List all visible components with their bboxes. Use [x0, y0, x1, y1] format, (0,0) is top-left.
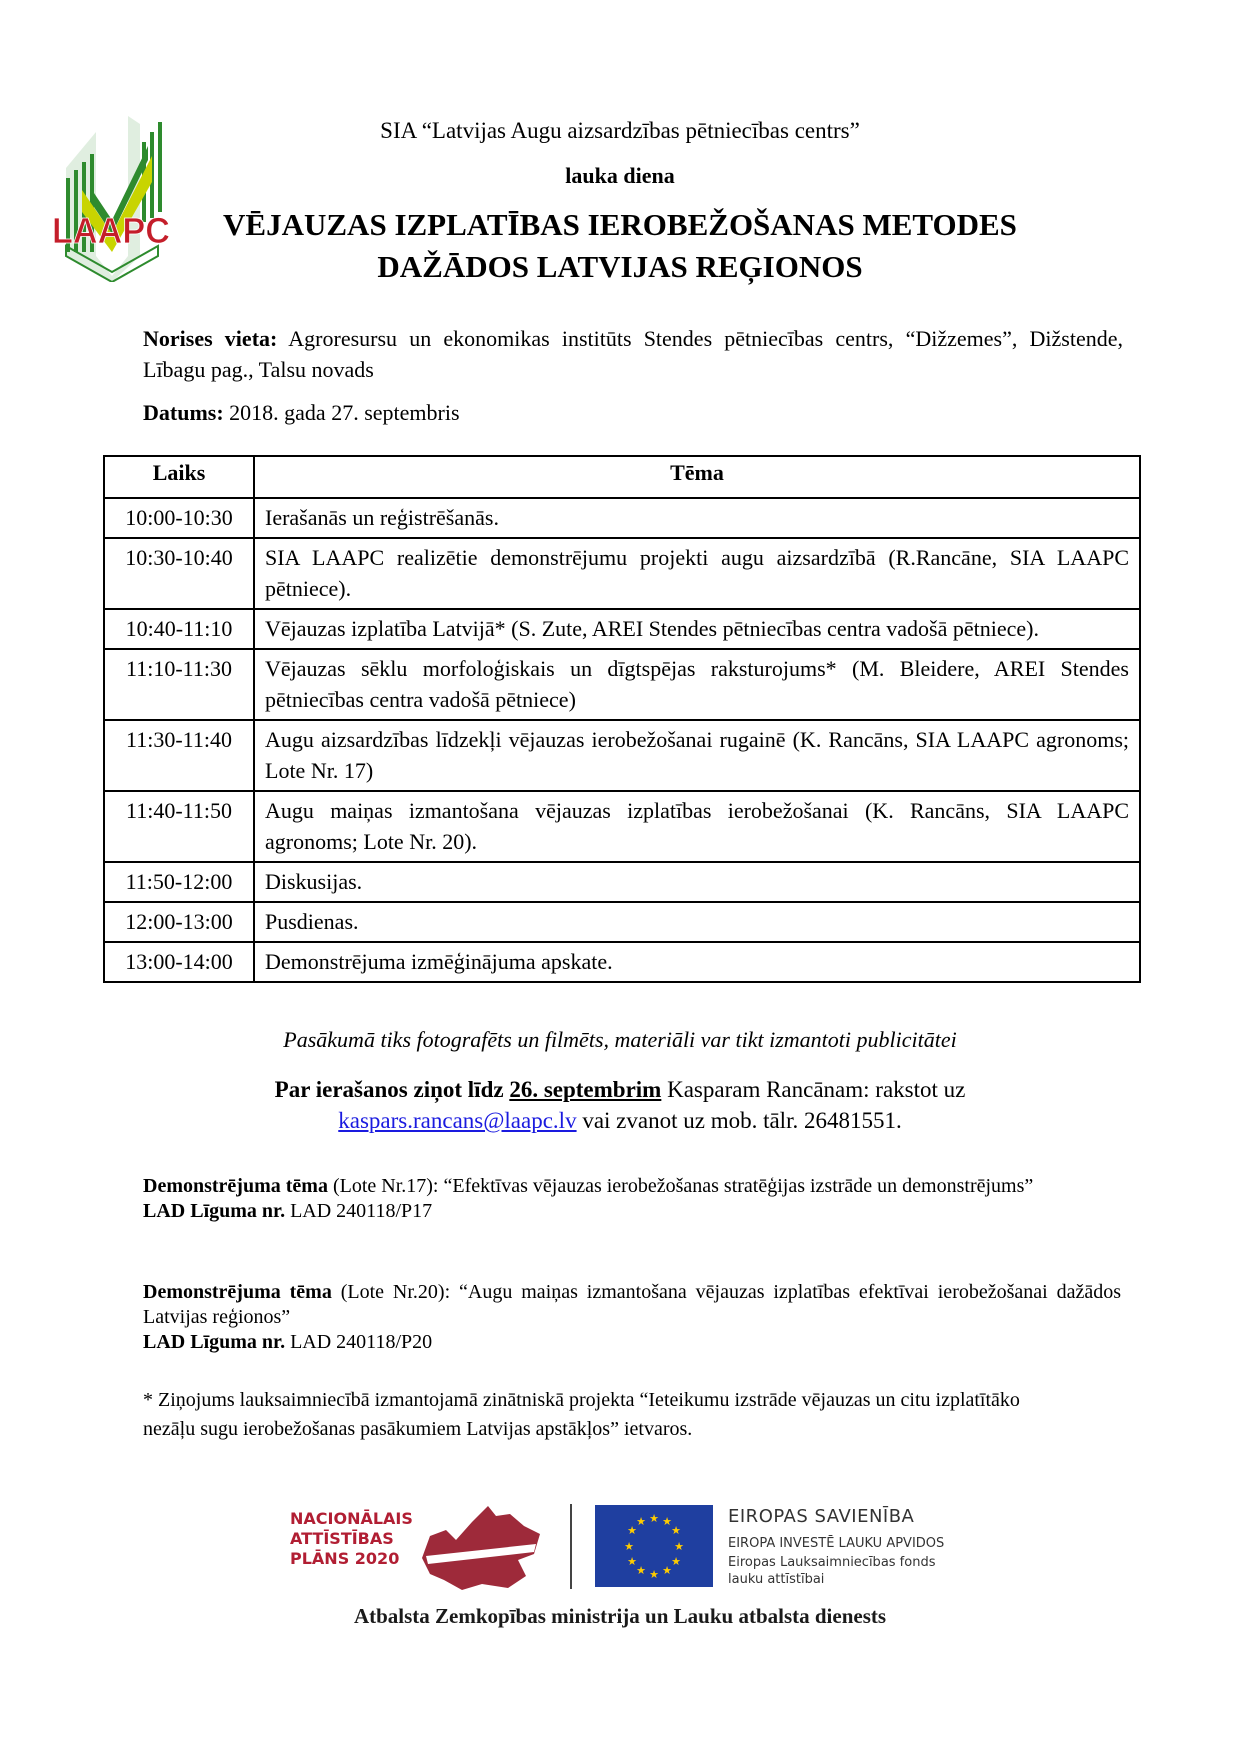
svg-text:★: ★ — [627, 1524, 637, 1537]
venue — [143, 323, 1123, 385]
row-topic: Vējauzas sēklu morfoloģiskais un dīgtspējas raksturojums* (M. Bleidere, AREI Stendes pētniecības centra vadošā pētniece) — [254, 649, 1140, 720]
title-line-2: DAŽĀDOS LATVIJAS REĢIONOS — [377, 249, 863, 284]
organization-name: SIA “Latvijas Augu aizsardzības pētniecības centrs” — [380, 118, 860, 143]
row-time: 13:00-14:00 — [104, 942, 254, 982]
table-row — [104, 902, 1140, 942]
svg-text:★: ★ — [624, 1540, 634, 1553]
laapc-logo — [52, 116, 172, 282]
demo-text: “Augu maiņas izmantošana vējauzas izplatības efektīvai ierobežošanai dažādos Latvijas reģionos” — [143, 1281, 1121, 1328]
row-topic: Vējauzas izplatība Latvijā* (S. Zute, AREI Stendes pētniecības centra vadošā pētniece). — [254, 609, 1140, 649]
venue-value: Agroresursu un ekonomikas institūts Stendes pētniecības centrs, “Dižzemes”, Dižstende, Lībagu pag., Talsu novads — [143, 326, 1123, 382]
row-time: 10:30-10:40 — [104, 538, 254, 609]
rsvp-text-2: vai zvanot uz mob. tālr. 26481551. — [582, 1108, 902, 1133]
demo-block-2 — [143, 1280, 1121, 1355]
rsvp-prefix: Par ierašanos ziņot līdz — [274, 1077, 504, 1102]
contract-number: LAD 240118/P20 — [290, 1331, 433, 1353]
contract-label: LAD Līguma nr. — [143, 1331, 286, 1353]
row-topic: Pusdienas. — [254, 902, 1140, 942]
row-time: 12:00-13:00 — [104, 902, 254, 942]
footnote: * Ziņojums lauksaimniecībā izmantojamā zinātniskā projekta “Ieteikumu izstrāde vējauzas un citu izplatītāko nezāļu sugu ierobežošanas pasākumiem Latvijas apstākļos” ietvaros. — [143, 1389, 1020, 1440]
laapc-logo-text: LAAPC — [52, 210, 170, 251]
demo-block-1 — [143, 1174, 1121, 1224]
table-row — [104, 609, 1140, 649]
column-header-time: Laiks — [104, 456, 254, 498]
publicity-notice: Pasākumā tiks fotografēts un filmēts, materiāli var tikt izmantoti publicitātei — [283, 1027, 957, 1052]
demo-label: Demonstrējuma tēma — [143, 1175, 328, 1197]
date-value: 2018. gada 27. septembris — [229, 400, 460, 425]
nap-line-1: NACIONĀLAIS — [290, 1509, 413, 1528]
row-topic: Augu maiņas izmantošana vējauzas izplatības ierobežošanai (K. Rancāns, SIA LAAPC agronoms; Lote Nr. 20). — [254, 791, 1140, 862]
row-time: 10:00-10:30 — [104, 498, 254, 538]
title-line-1: VĒJAUZAS IZPLATĪBAS IEROBEŽOŠANAS METODES — [223, 207, 1017, 242]
table-row — [104, 791, 1140, 862]
contract-number: LAD 240118/P17 — [290, 1200, 433, 1222]
row-topic: Diskusijas. — [254, 862, 1140, 902]
svg-text:★: ★ — [649, 1512, 659, 1525]
svg-text:★: ★ — [662, 1515, 672, 1528]
row-topic: SIA LAAPC realizētie demonstrējumu projekti augu aizsardzībā (R.Rancāne, SIA LAAPC pētniece). — [254, 538, 1140, 609]
nap-line-2: ATTĪSTĪBAS — [290, 1529, 394, 1548]
agenda-table — [103, 455, 1141, 983]
nap-line-3: PLĀNS 2020 — [290, 1549, 400, 1568]
event-date — [143, 397, 1123, 428]
row-time: 10:40-11:10 — [104, 609, 254, 649]
nap2020-logo-text — [290, 1509, 413, 1569]
latvia-map-icon — [416, 1500, 544, 1592]
row-topic: Demonstrējuma izmēģinājuma apskate. — [254, 942, 1140, 982]
support-statement: Atbalsta Zemkopības ministrija un Lauku atbalsta dienests — [353, 1604, 887, 1628]
table-row — [104, 862, 1140, 902]
row-topic: Ierašanās un reģistrēšanās. — [254, 498, 1140, 538]
table-row — [104, 942, 1140, 982]
row-time: 11:30-11:40 — [104, 720, 254, 791]
eu-slogan: EIROPA INVESTĒ LAUKU APVIDOS — [728, 1536, 945, 1551]
column-header-topic: Tēma — [254, 456, 1140, 498]
event-type: lauka diena — [565, 163, 675, 188]
table-row — [104, 498, 1140, 538]
rsvp-text-1: Kasparam Rancānam: rakstot uz — [667, 1077, 966, 1102]
svg-text:★: ★ — [671, 1524, 681, 1537]
agenda-header-row — [104, 456, 1140, 498]
svg-text:★: ★ — [636, 1564, 646, 1577]
venue-label: Norises vieta: — [143, 326, 278, 351]
row-time: 11:10-11:30 — [104, 649, 254, 720]
svg-text:★: ★ — [674, 1540, 684, 1553]
row-topic: Augu aizsardzības līdzekļi vējauzas ierobežošanai rugainē (K. Rancāns, SIA LAAPC agronoms; Lote Nr. 17) — [254, 720, 1140, 791]
rsvp-info — [160, 1074, 1080, 1136]
demo-lot: (Lote Nr.17): — [332, 1175, 439, 1197]
eu-fund-name: Eiropas Lauksaimniecības fonds lauku attīstībai — [728, 1555, 936, 1587]
demo-text: “Efektīvas vējauzas ierobežošanas stratēģijas izstrāde un demonstrējums” — [443, 1175, 1034, 1197]
rsvp-deadline: 26. septembrim — [509, 1077, 662, 1102]
svg-text:★: ★ — [662, 1564, 672, 1577]
eu-title: EIROPAS SAVIENĪBA — [728, 1506, 915, 1527]
table-row — [104, 720, 1140, 791]
svg-text:★: ★ — [627, 1555, 637, 1568]
row-time: 11:50-12:00 — [104, 862, 254, 902]
footer-divider — [570, 1504, 572, 1589]
contract-label: LAD Līguma nr. — [143, 1200, 286, 1222]
demo-label: Demonstrējuma tēma — [143, 1281, 332, 1303]
eu-flag-icon — [595, 1505, 713, 1587]
svg-text:★: ★ — [636, 1515, 646, 1528]
page-title — [160, 204, 1080, 288]
svg-text:★: ★ — [649, 1568, 659, 1581]
table-row — [104, 538, 1140, 609]
row-time: 11:40-11:50 — [104, 791, 254, 862]
table-row — [104, 649, 1140, 720]
svg-text:★: ★ — [671, 1555, 681, 1568]
email-link[interactable]: kaspars.rancans@laapc.lv — [338, 1108, 577, 1133]
demo-lot: (Lote Nr.20): — [340, 1281, 451, 1303]
date-label: Datums: — [143, 400, 224, 425]
